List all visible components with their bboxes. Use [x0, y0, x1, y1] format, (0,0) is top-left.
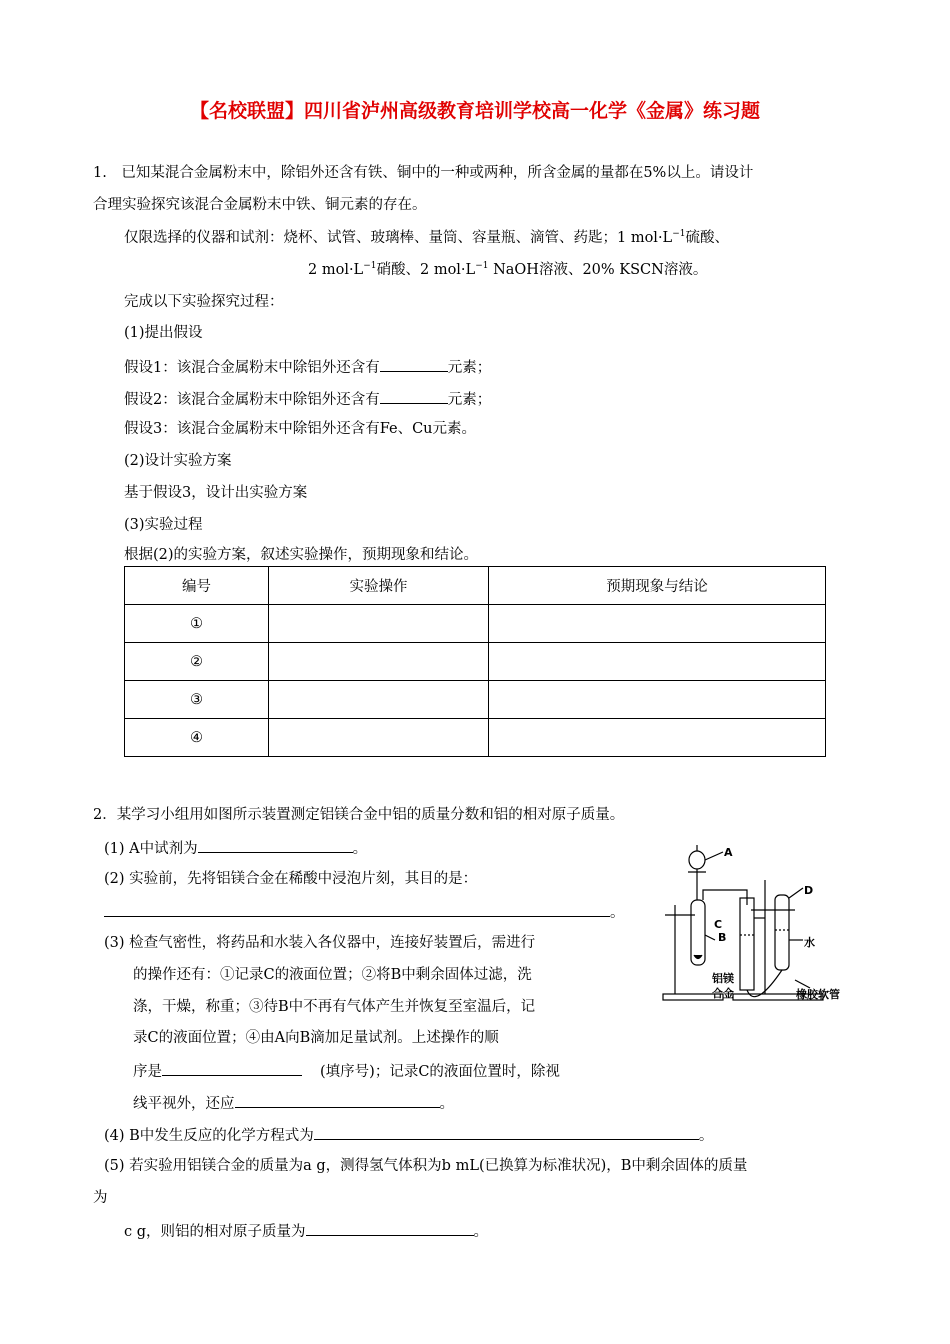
hypothesis-2-blank[interactable] [380, 389, 448, 404]
hypothesis-2: 假设2：该混合金属粉末中除铝外还含有 元素； [124, 389, 491, 409]
q2-part2: (2) 实验前，先将铝镁合金在稀酸中浸泡片刻，其目的是： [104, 871, 478, 887]
q2-level-blank[interactable] [235, 1093, 440, 1108]
result-cell[interactable] [489, 643, 826, 681]
table-header-row [125, 567, 826, 605]
label-alloy-1: 铝镁 [712, 972, 734, 985]
q2-atomic-mass-blank[interactable] [306, 1221, 474, 1236]
q1-s1: (1)提出假设 [124, 325, 203, 341]
q1-s2: (2)设计实验方案 [124, 453, 232, 469]
header-operation: 实验操作 [269, 567, 489, 605]
result-cell[interactable] [489, 681, 826, 719]
label-a: A [724, 846, 733, 859]
q2-part4: (4) B中发生反应的化学方程式为 。 [104, 1125, 713, 1145]
alloy-solid [694, 955, 702, 959]
q2-part1: (1) A中试剂为 。 [104, 838, 367, 858]
q2-order-blank[interactable] [162, 1061, 302, 1076]
q2-part2-blank[interactable] [104, 902, 610, 917]
label-d: D [804, 884, 814, 897]
q1-s3: (3)实验过程 [124, 517, 203, 533]
q1-line2: 合理实验探究该混合金属粉末中铁、铜元素的存在。 [93, 197, 427, 213]
header-result: 预期现象与结论 [489, 567, 826, 605]
label-rubber-tube: 橡胶软管 [796, 988, 840, 1001]
table-row [125, 643, 826, 681]
q2-part3-line1: (3) 检查气密性，将药品和水装入各仪器中，连接好装置后，需进行 [104, 935, 536, 951]
row-number: ④ [125, 719, 269, 757]
hypothesis-1-blank[interactable] [380, 357, 448, 372]
label-alloy-2: 合金 [712, 987, 734, 1000]
q1-line1: 1. 已知某混合金属粉末中，除铝外还含有铁、铜中的一种或两种，所含金属的量都在5%以上。请设计 [93, 165, 754, 181]
apparatus-diagram [655, 840, 865, 1010]
burette-c [740, 898, 754, 990]
row-number: ③ [125, 681, 269, 719]
row-number: ② [125, 643, 269, 681]
operation-cell[interactable] [269, 605, 489, 643]
hypothesis-3: 假设3：该混合金属粉末中除铝外还含有Fe、Cu元素。 [124, 421, 477, 437]
q2-part1-blank[interactable] [198, 838, 353, 853]
table-row [125, 719, 826, 757]
q1-s3b: 根据(2)的实验方案，叙述实验操作，预期现象和结论。 [124, 547, 479, 563]
operation-cell[interactable] [269, 681, 489, 719]
q2-part3-line3: 涤，干燥，称重；③待B中不再有气体产生并恢复至室温后，记 [133, 999, 536, 1015]
label-b: B [718, 931, 727, 944]
q2-part5-line1: (5) 若实验用铝镁合金的质量为a g，测得氢气体积为b mL(已换算为标准状况)，B中剩余固体的质量 [104, 1158, 748, 1174]
q2-part5-line2: 为 [93, 1190, 108, 1206]
q1-reagents-b: 2 $mol\cdot L^{-1}$硝酸、2 $mol\cdot L^{-1}$ NaOH溶液、20% KSCN溶液。 [308, 261, 708, 278]
header-number: 编号 [125, 567, 269, 605]
q2-part5-line3: c g，则铝的相对原子质量为 。 [124, 1221, 488, 1241]
q2-part3-line6: 线平视外，还应 。 [133, 1093, 454, 1113]
result-cell[interactable] [489, 719, 826, 757]
page-title: 【名校联盟】四川省泸州高级教育培训学校高一化学《金属》练习题 [189, 100, 760, 122]
funnel-a [689, 851, 705, 869]
q2-part3-line2: 的操作还有：①记录C的液面位置；②将B中剩余固体过滤，洗 [133, 967, 532, 983]
row-number: ① [125, 605, 269, 643]
operation-cell[interactable] [269, 719, 489, 757]
q2-part2-answer: 。 [104, 902, 625, 922]
experiment-table [124, 566, 826, 757]
q1-reagents-a: 仅限选择的仪器和试剂：烧杯、试管、玻璃棒、量筒、容量瓶、滴管、药匙；1 $mol\cdot L^{-1}$硫酸、 [124, 229, 729, 246]
hypothesis-1: 假设1：该混合金属粉末中除铝外还含有 元素； [124, 357, 491, 377]
operation-cell[interactable] [269, 643, 489, 681]
label-c: C [714, 918, 723, 931]
table-row [125, 681, 826, 719]
q1-complete: 完成以下实验探究过程： [124, 294, 284, 310]
table-row [125, 605, 826, 643]
label-water: 水 [804, 936, 815, 949]
q2-intro: 2．某学习小组用如图所示装置测定铝镁合金中铝的质量分数和铝的相对原子质量。 [93, 807, 625, 823]
q2-part3-line5: 序是 (填序号)；记录C的液面位置时，除视 [133, 1061, 560, 1081]
tube-d [775, 895, 789, 970]
q1-s2b: 基于假设3，设计出实验方案 [124, 485, 308, 501]
q2-equation-blank[interactable] [314, 1125, 699, 1140]
result-cell[interactable] [489, 605, 826, 643]
q2-part3-line4: 录C的液面位置；④由A向B滴加足量试剂。上述操作的顺 [133, 1030, 499, 1046]
